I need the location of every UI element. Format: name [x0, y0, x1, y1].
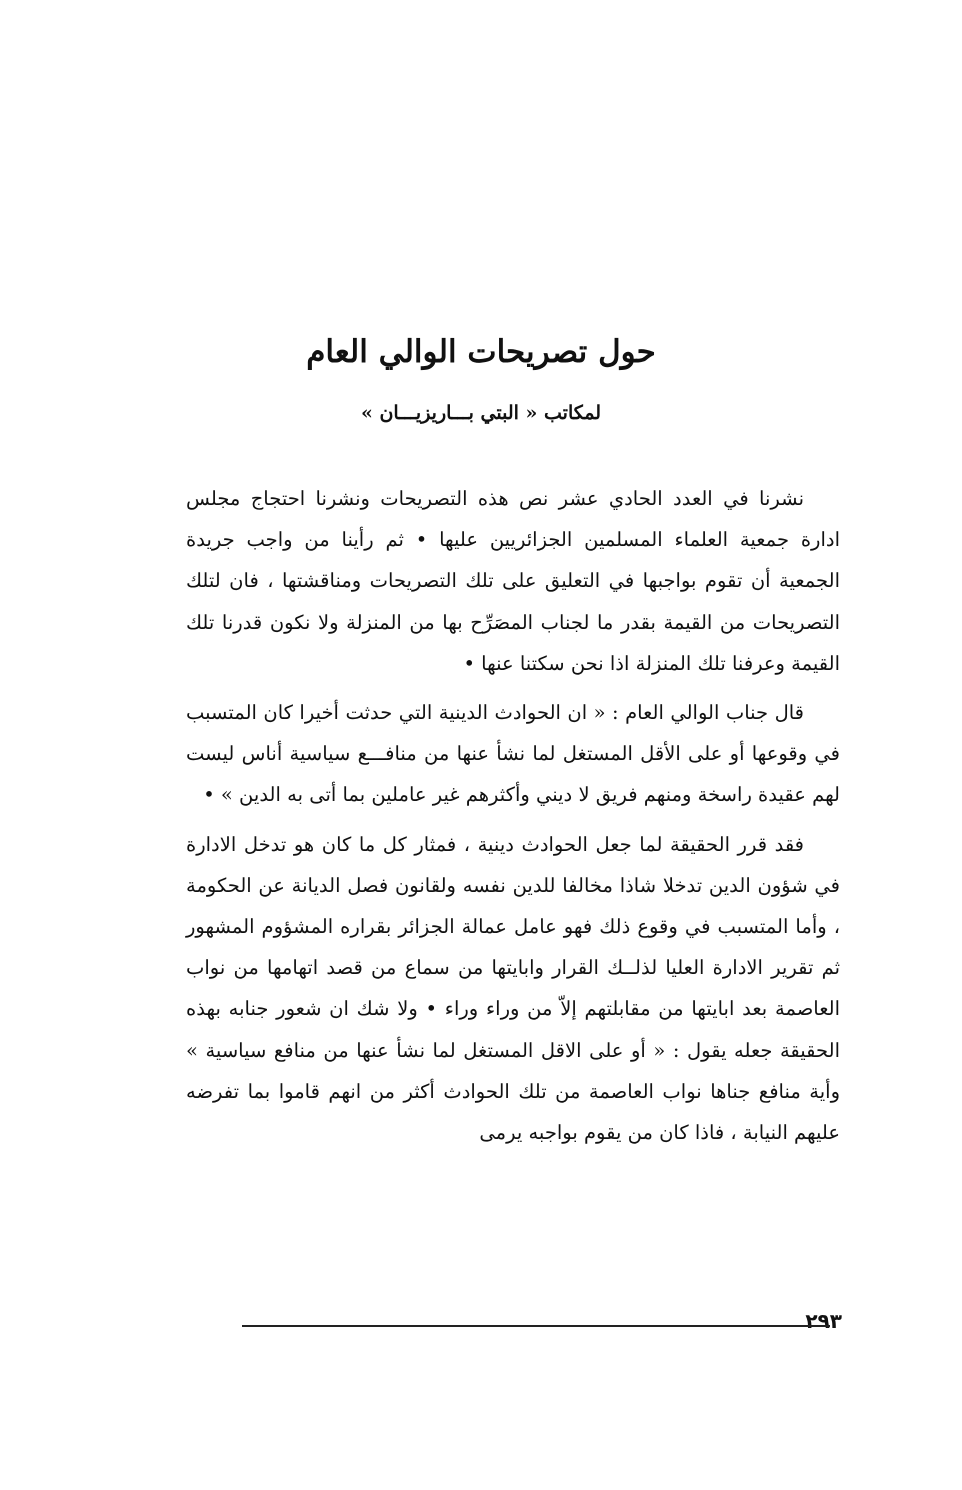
footer-rule — [242, 1325, 830, 1327]
page-footer — [242, 1306, 842, 1336]
paragraph-1: نشرنا في العدد الحادي عشر نص هذه التصريحات ونشرنا احتجاج مجلس ادارة جمعية العلماء المسلمين الجزائريين عليها • ثم رأينا من واجب جريدة الجمعية أن تقوم بواجبها في التعليق على تلك التصريحات ومناقشتها ، فان لتلك التصريحات من القيمة بقدر ما لجناب المصَرِّح بها من المنزلة ولا نكون قدرنا تلك القيمة وعرفنا تلك المنزلة اذا نحن سكتنا عنها • — [186, 487, 840, 675]
article-byline: لمكاتب « البتي بـــاريزيـــان » — [360, 402, 602, 424]
paragraph-3: فقد قرر الحقيقة لما جعل الحوادث دينية ، فمثار كل ما كان هو تدخل الادارة في شؤون الدين تدخلا شاذا مخالفا للدين نفسه ولقانون فصل الديانة عن الحكومة ، وأما المتسبب في وقوع ذلك فهو عامل عمالة الجزائر بقراره المشؤوم المشهور ثم تقرير الادارة العليا لذلــك القرار وابايتها من سماع من قصد اتهامها من نواب العاصمة بعد ابايتها من مقابلتهم إلاّ من وراء وراء • ولا شك ان شعور جنابه بهذه الحقيقة جعله يقول : « أو على الاقل المستغل لما نشأ عنها من منافع سياسية » وأية منافع جناها نواب العاصمة من تلك الحوادث أكثر من انهم قاموا بما تفرضه عليهم النيابة ، فاذا كان من يقوم بواجبه يرمى — [186, 832, 840, 1145]
page-number: ٢٩٣ — [805, 1309, 842, 1333]
article-title: حول تصريحات الوالي العام — [306, 334, 656, 370]
paragraph-2: قال جناب الوالي العام : « ان الحوادث الدينية التي حدثت أخيرا كان المتسبب في وقوعها أو على الأقل المستغل لما نشأ عنها من منافـــع سياسية أناس ليست لهم عقيدة راسخة ومنهم فريق لا ديني وأكثرهم غير عاملين بما أتى به الدين » • — [186, 701, 840, 807]
article-body — [186, 478, 840, 1161]
